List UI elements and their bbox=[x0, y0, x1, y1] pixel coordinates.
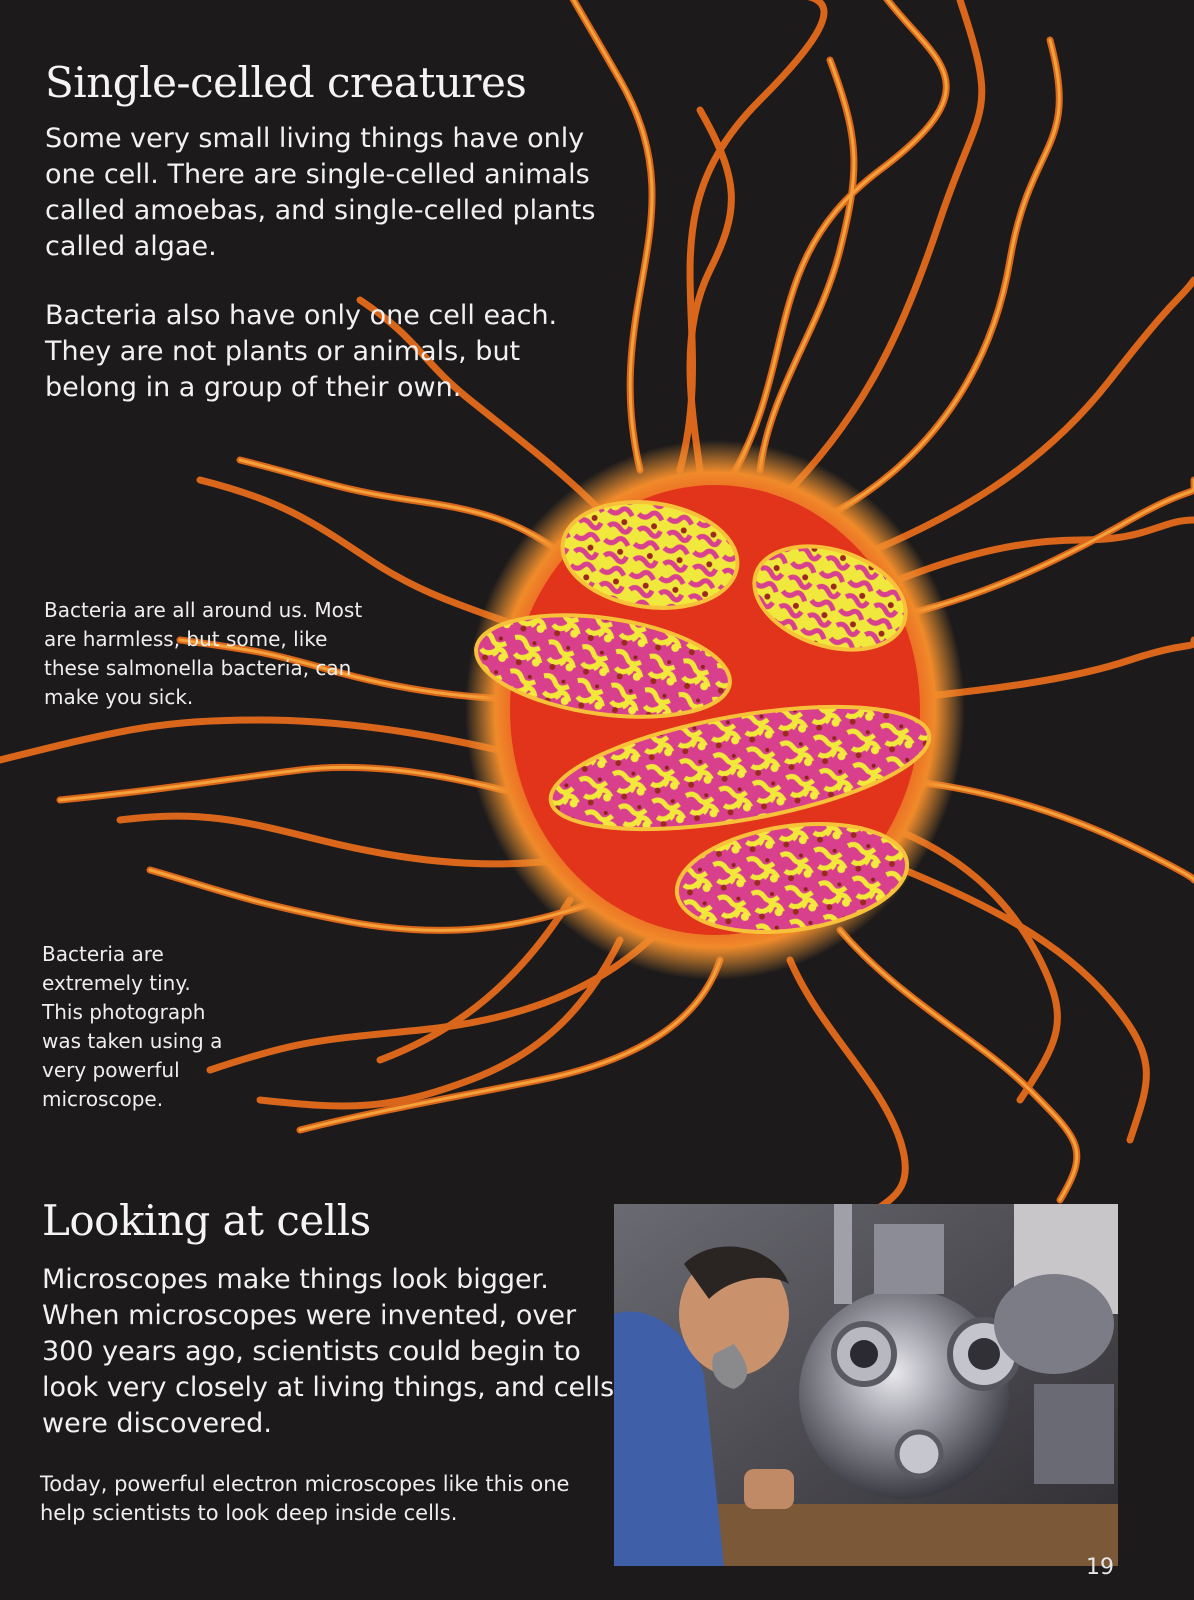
microscopes-paragraph: Microscopes make things look bigger. When microscopes were invented, over 300 years ago, scientists could begin to look very closely at living things, and cells were discovered. bbox=[42, 1264, 615, 1439]
section-heading-looking-at-cells: Looking at cells bbox=[42, 1196, 371, 1245]
page-number: 19 bbox=[1086, 1555, 1114, 1580]
intro-paragraph: Some very small living things have only one cell. There are single-celled animals called amoebas, and single-celled plants called algae. bbox=[45, 123, 596, 262]
salmonella-caption: Bacteria are all around us. Most are harmless, but some, like these salmonella bacteria, can make you sick. bbox=[44, 598, 363, 709]
section-heading-single-celled: Single-celled creatures bbox=[45, 58, 527, 107]
electron-microscope-caption: Today, powerful electron microscopes like this one help scientists to look deep inside cells. bbox=[40, 1472, 570, 1525]
scientist-microscope-photo bbox=[614, 1204, 1118, 1566]
microscope-caption: Bacteria are extremely tiny. This photograph was taken using a very powerful microscope. bbox=[42, 942, 223, 1111]
bacteria-paragraph: Bacteria also have only one cell each. They are not plants or animals, but belong in a group of their own. bbox=[45, 300, 558, 403]
